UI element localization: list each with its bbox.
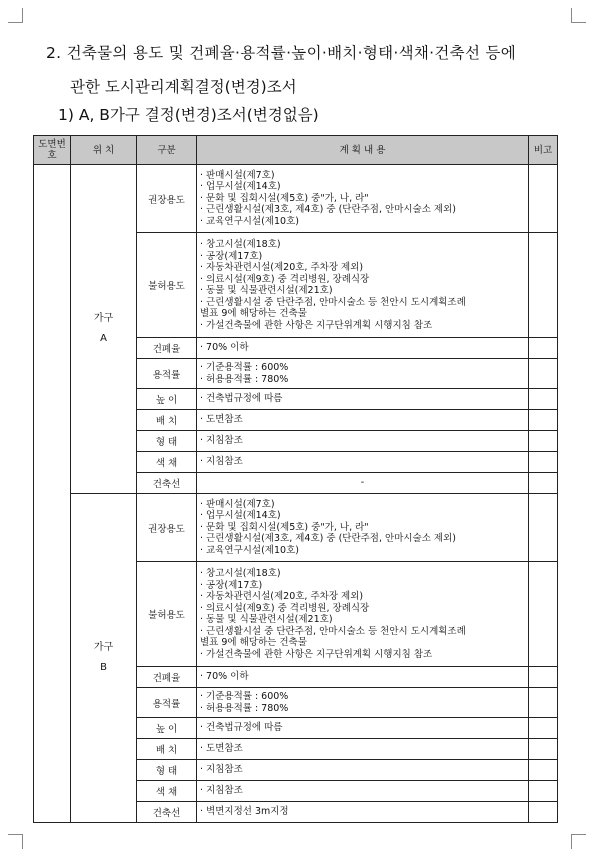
note-cell [529, 760, 558, 781]
decision-table [33, 135, 558, 823]
plan-line: · 가설건축물에 관한 사항은 지구단위계획 시행지침 참조 [200, 648, 433, 660]
note-cell [529, 494, 558, 562]
plan-line: · 도면참조 [200, 743, 243, 754]
note-cell [529, 802, 558, 823]
crop-mark-bottom-left [8, 834, 23, 849]
note-cell [529, 667, 558, 688]
plan-content-cell [197, 389, 529, 410]
category-cell: 형 태 [137, 431, 197, 452]
plan-content-cell [197, 359, 529, 389]
plan-line: · 근린생활시설 중 단란주점, 안마시술소 등 천안시 도시계획조례 [200, 625, 466, 637]
plan-line: · 업무시설(제14호) [200, 181, 281, 193]
crop-mark-top-left [8, 8, 23, 23]
plan-line: · 건축법규정에 따름 [200, 722, 283, 733]
table-row [34, 165, 558, 233]
plan-line: · 의료시설(제9호) 중 격리병원, 장례식장 [200, 602, 370, 614]
plan-content-cell [197, 688, 529, 718]
plan-line: · 자동차관련시설(제20호, 주차장 제외) [200, 591, 364, 602]
plan-line: · 지침참조 [200, 785, 243, 796]
note-cell [529, 338, 558, 359]
category-cell: 높 이 [137, 718, 197, 739]
plan-line: · 근린생활시설 중 단란주점, 안마시술소 등 천안시 도시계획조례 [200, 296, 466, 308]
plan-line: · 기준용적률 : 600% [200, 362, 289, 373]
plan-line: · 건축법규정에 따름 [200, 393, 283, 404]
plan-line: · 문화 및 집회시설(제5호) 중"가, 나, 라" [200, 521, 369, 533]
plan-line: · 지침참조 [200, 435, 243, 446]
category-cell: 배 치 [137, 739, 197, 760]
category-cell: 권장용도 [137, 165, 197, 233]
category-cell: 색 채 [137, 452, 197, 473]
note-cell [529, 233, 558, 338]
plan-line: · 판매시설(제7호) [200, 498, 275, 510]
location-id: A [100, 333, 107, 344]
plan-line: · 70% 이하 [200, 671, 249, 682]
header-plan: 계 획 내 용 [197, 136, 529, 165]
plan-line: · 허용용적률 : 780% [200, 373, 289, 385]
plan-content-cell [197, 718, 529, 739]
table-body [34, 165, 558, 823]
category-cell: 불허용도 [137, 233, 197, 338]
plan-line: 별표 9에 해당하는 건축물 [200, 308, 307, 319]
note-cell [529, 452, 558, 473]
category-cell: 건축선 [137, 473, 197, 494]
plan-content-cell [197, 494, 529, 562]
plan-line: 별표 9에 해당하는 건축물 [200, 637, 307, 648]
plan-line: - [360, 477, 365, 488]
table-header-row [34, 136, 558, 165]
note-cell [529, 781, 558, 802]
plan-content-cell [197, 562, 529, 667]
note-cell [529, 473, 558, 494]
category-cell: 불허용도 [137, 562, 197, 667]
note-cell [529, 410, 558, 431]
category-cell: 배 치 [137, 410, 197, 431]
plan-line: · 의료시설(제9호) 중 격리병원, 장례식장 [200, 273, 370, 285]
plan-line: · 창고시설(제18호) [200, 568, 281, 579]
category-cell: 용적률 [137, 359, 197, 389]
plan-content-cell [197, 473, 529, 494]
plan-line: · 교육연구시설(제10호) [200, 215, 299, 227]
category-cell: 용적률 [137, 688, 197, 718]
plan-line: · 교육연구시설(제10호) [200, 544, 299, 556]
section-heading-line1: 2. 건축물의 용도 및 건폐율·용적률·높이·배치·형태·색채·건축선 등에 [46, 44, 516, 62]
note-cell [529, 389, 558, 410]
plan-line: · 근린생활시설(제3호, 제4호) 중 (단란주점, 안마시술소 제외) [200, 533, 456, 545]
plan-content-cell [197, 165, 529, 233]
note-cell [529, 739, 558, 760]
plan-line: · 업무시설(제14호) [200, 510, 281, 522]
plan-line: · 벽면지정선 3m지정 [200, 806, 289, 817]
plan-content-cell [197, 760, 529, 781]
plan-content-cell [197, 667, 529, 688]
plan-line: · 공장(제17호) [200, 250, 263, 262]
note-cell [529, 359, 558, 389]
plan-line: · 가설건축물에 관한 사항은 지구단위계획 시행지침 참조 [200, 319, 433, 331]
plan-line: · 문화 및 집회시설(제5호) 중"가, 나, 라" [200, 192, 369, 204]
plan-line: · 허용용적률 : 780% [200, 702, 289, 714]
location-id: B [100, 662, 107, 673]
crop-mark-top-right [571, 8, 586, 23]
location-cell [71, 165, 137, 494]
crop-mark-bottom-right [571, 834, 586, 849]
plan-content-cell [197, 802, 529, 823]
header-note: 비고 [529, 136, 558, 165]
header-location: 위 치 [71, 136, 137, 165]
category-cell: 권장용도 [137, 494, 197, 562]
location-label: 가구 [93, 313, 114, 324]
plan-line: · 근린생활시설(제3호, 제4호) 중 (단란주점, 안마시술소 제외) [200, 204, 456, 216]
location-cell [71, 494, 137, 823]
note-cell [529, 562, 558, 667]
plan-content-cell [197, 781, 529, 802]
plan-line: · 기준용적률 : 600% [200, 691, 289, 702]
plan-line: · 동물 및 식물관련시설(제21호) [200, 614, 333, 625]
category-cell: 색 채 [137, 781, 197, 802]
plan-line: · 판매시설(제7호) [200, 169, 275, 181]
plan-line: · 창고시설(제18호) [200, 239, 281, 250]
plan-content-cell [197, 233, 529, 338]
map-number-cell [34, 165, 71, 823]
plan-content-cell [197, 431, 529, 452]
category-cell: 높 이 [137, 389, 197, 410]
category-cell: 건폐율 [137, 667, 197, 688]
category-cell: 건폐율 [137, 338, 197, 359]
plan-line: · 지침참조 [200, 764, 243, 775]
plan-line: · 자동차관련시설(제20호, 주차장 제외) [200, 262, 364, 273]
note-cell [529, 718, 558, 739]
header-category: 구분 [137, 136, 197, 165]
note-cell [529, 431, 558, 452]
plan-line: · 동물 및 식물관련시설(제21호) [200, 285, 333, 296]
table-row [34, 494, 558, 562]
plan-line: · 도면참조 [200, 414, 243, 425]
category-cell: 형 태 [137, 760, 197, 781]
category-cell: 건축선 [137, 802, 197, 823]
plan-line: · 70% 이하 [200, 342, 249, 353]
note-cell [529, 165, 558, 233]
plan-content-cell [197, 739, 529, 760]
plan-line: · 지침참조 [200, 456, 243, 467]
plan-content-cell [197, 410, 529, 431]
subsection-heading: 1) A, B가구 결정(변경)조서(변경없음) [58, 106, 319, 124]
note-cell [529, 688, 558, 718]
location-label: 가구 [93, 642, 114, 653]
plan-content-cell [197, 338, 529, 359]
header-map-no: 도면번호 [34, 136, 71, 165]
plan-line: · 공장(제17호) [200, 579, 263, 591]
section-heading-line2: 관한 도시관리계획결정(변경)조서 [70, 78, 297, 96]
plan-content-cell [197, 452, 529, 473]
